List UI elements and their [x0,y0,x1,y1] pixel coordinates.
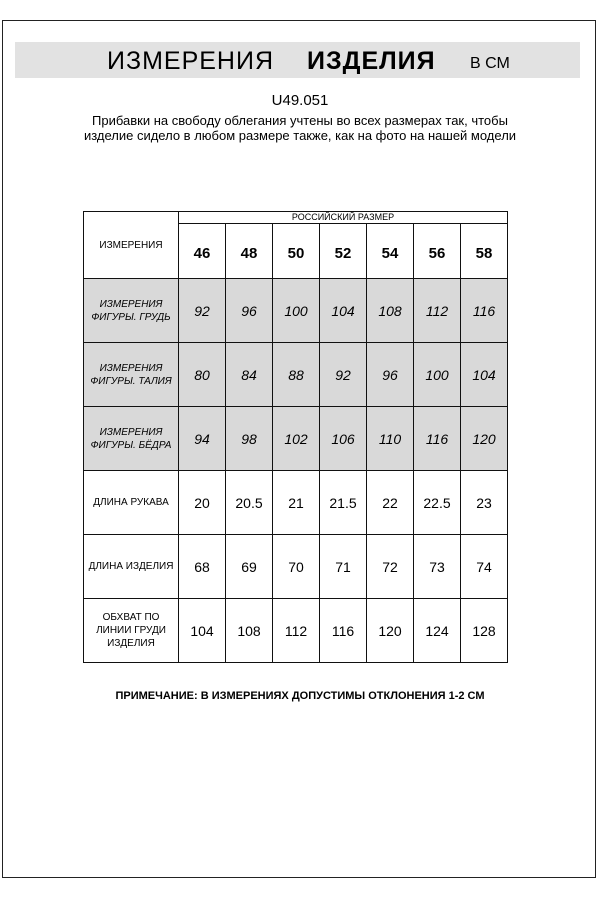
table-row [84,343,508,407]
table-row [84,599,508,663]
table-cell: 22.5 [414,471,461,535]
table-cell: 80 [179,343,226,407]
size-header: 56 [414,224,461,279]
size-header: 50 [273,224,320,279]
table-cell: 23 [461,471,508,535]
table-cell: 22 [367,471,414,535]
title-banner [15,42,580,78]
table-cell: 21.5 [320,471,367,535]
table-cell: 100 [414,343,461,407]
row-label: ОБХВАТ ПО ЛИНИИ ГРУДИ ИЗДЕЛИЯ [84,599,179,663]
table-cell: 88 [273,343,320,407]
footnote: ПРИМЕЧАНИЕ: В ИЗМЕРЕНИЯХ ДОПУСТИМЫ ОТКЛОНЕНИЯ 1-2 СМ [115,690,485,702]
table-cell: 21 [273,471,320,535]
table-cell: 96 [226,279,273,343]
table-cell: 104 [320,279,367,343]
table-cell: 69 [226,535,273,599]
size-header: 52 [320,224,367,279]
size-header: 54 [367,224,414,279]
table-cell: 70 [273,535,320,599]
corner-label: ИЗМЕРЕНИЯ [84,212,179,279]
table-row [84,535,508,599]
size-table [83,211,508,663]
table-cell: 102 [273,407,320,471]
table-cell: 92 [179,279,226,343]
table-cell: 128 [461,599,508,663]
table-cell: 100 [273,279,320,343]
row-label: ИЗМЕРЕНИЯ ФИГУРЫ. БЁДРА [84,407,179,471]
table-cell: 104 [179,599,226,663]
title-word-product: ИЗДЕЛИЯ [307,47,436,75]
table-cell: 108 [226,599,273,663]
title-word-measurements: ИЗМЕРЕНИЯ [107,47,274,75]
table-cell: 116 [461,279,508,343]
table-cell: 94 [179,407,226,471]
row-label: ИЗМЕРЕНИЯ ФИГУРЫ. ГРУДЬ [84,279,179,343]
row-label: ДЛИНА РУКАВА [84,471,179,535]
table-cell: 73 [414,535,461,599]
table-cell: 68 [179,535,226,599]
intro-text: Прибавки на свободу облегания учтены во всех размерах так, чтобы изделие сидело в любом размере также, как на фото на нашей модели [83,113,517,143]
row-label: ДЛИНА ИЗДЕЛИЯ [84,535,179,599]
table-cell: 96 [367,343,414,407]
table-cell: 20 [179,471,226,535]
table-cell: 124 [414,599,461,663]
table-cell: 110 [367,407,414,471]
table-cell: 116 [414,407,461,471]
size-header: 58 [461,224,508,279]
table-row [84,407,508,471]
table-cell: 106 [320,407,367,471]
table-cell: 120 [461,407,508,471]
table-cell: 84 [226,343,273,407]
table-cell: 20.5 [226,471,273,535]
size-group-label: РОССИЙСКИЙ РАЗМЕР [179,212,508,224]
table-cell: 112 [414,279,461,343]
size-header: 46 [179,224,226,279]
table-cell: 72 [367,535,414,599]
table-cell: 120 [367,599,414,663]
article-code: U49.051 [271,92,329,109]
table-row [84,471,508,535]
title-unit: В СМ [470,55,510,72]
table-row [84,279,508,343]
table-cell: 112 [273,599,320,663]
table-cell: 92 [320,343,367,407]
table-cell: 71 [320,535,367,599]
size-header: 48 [226,224,273,279]
table-cell: 98 [226,407,273,471]
table-cell: 108 [367,279,414,343]
table-cell: 104 [461,343,508,407]
table-cell: 116 [320,599,367,663]
row-label: ИЗМЕРЕНИЯ ФИГУРЫ. ТАЛИЯ [84,343,179,407]
table-cell: 74 [461,535,508,599]
